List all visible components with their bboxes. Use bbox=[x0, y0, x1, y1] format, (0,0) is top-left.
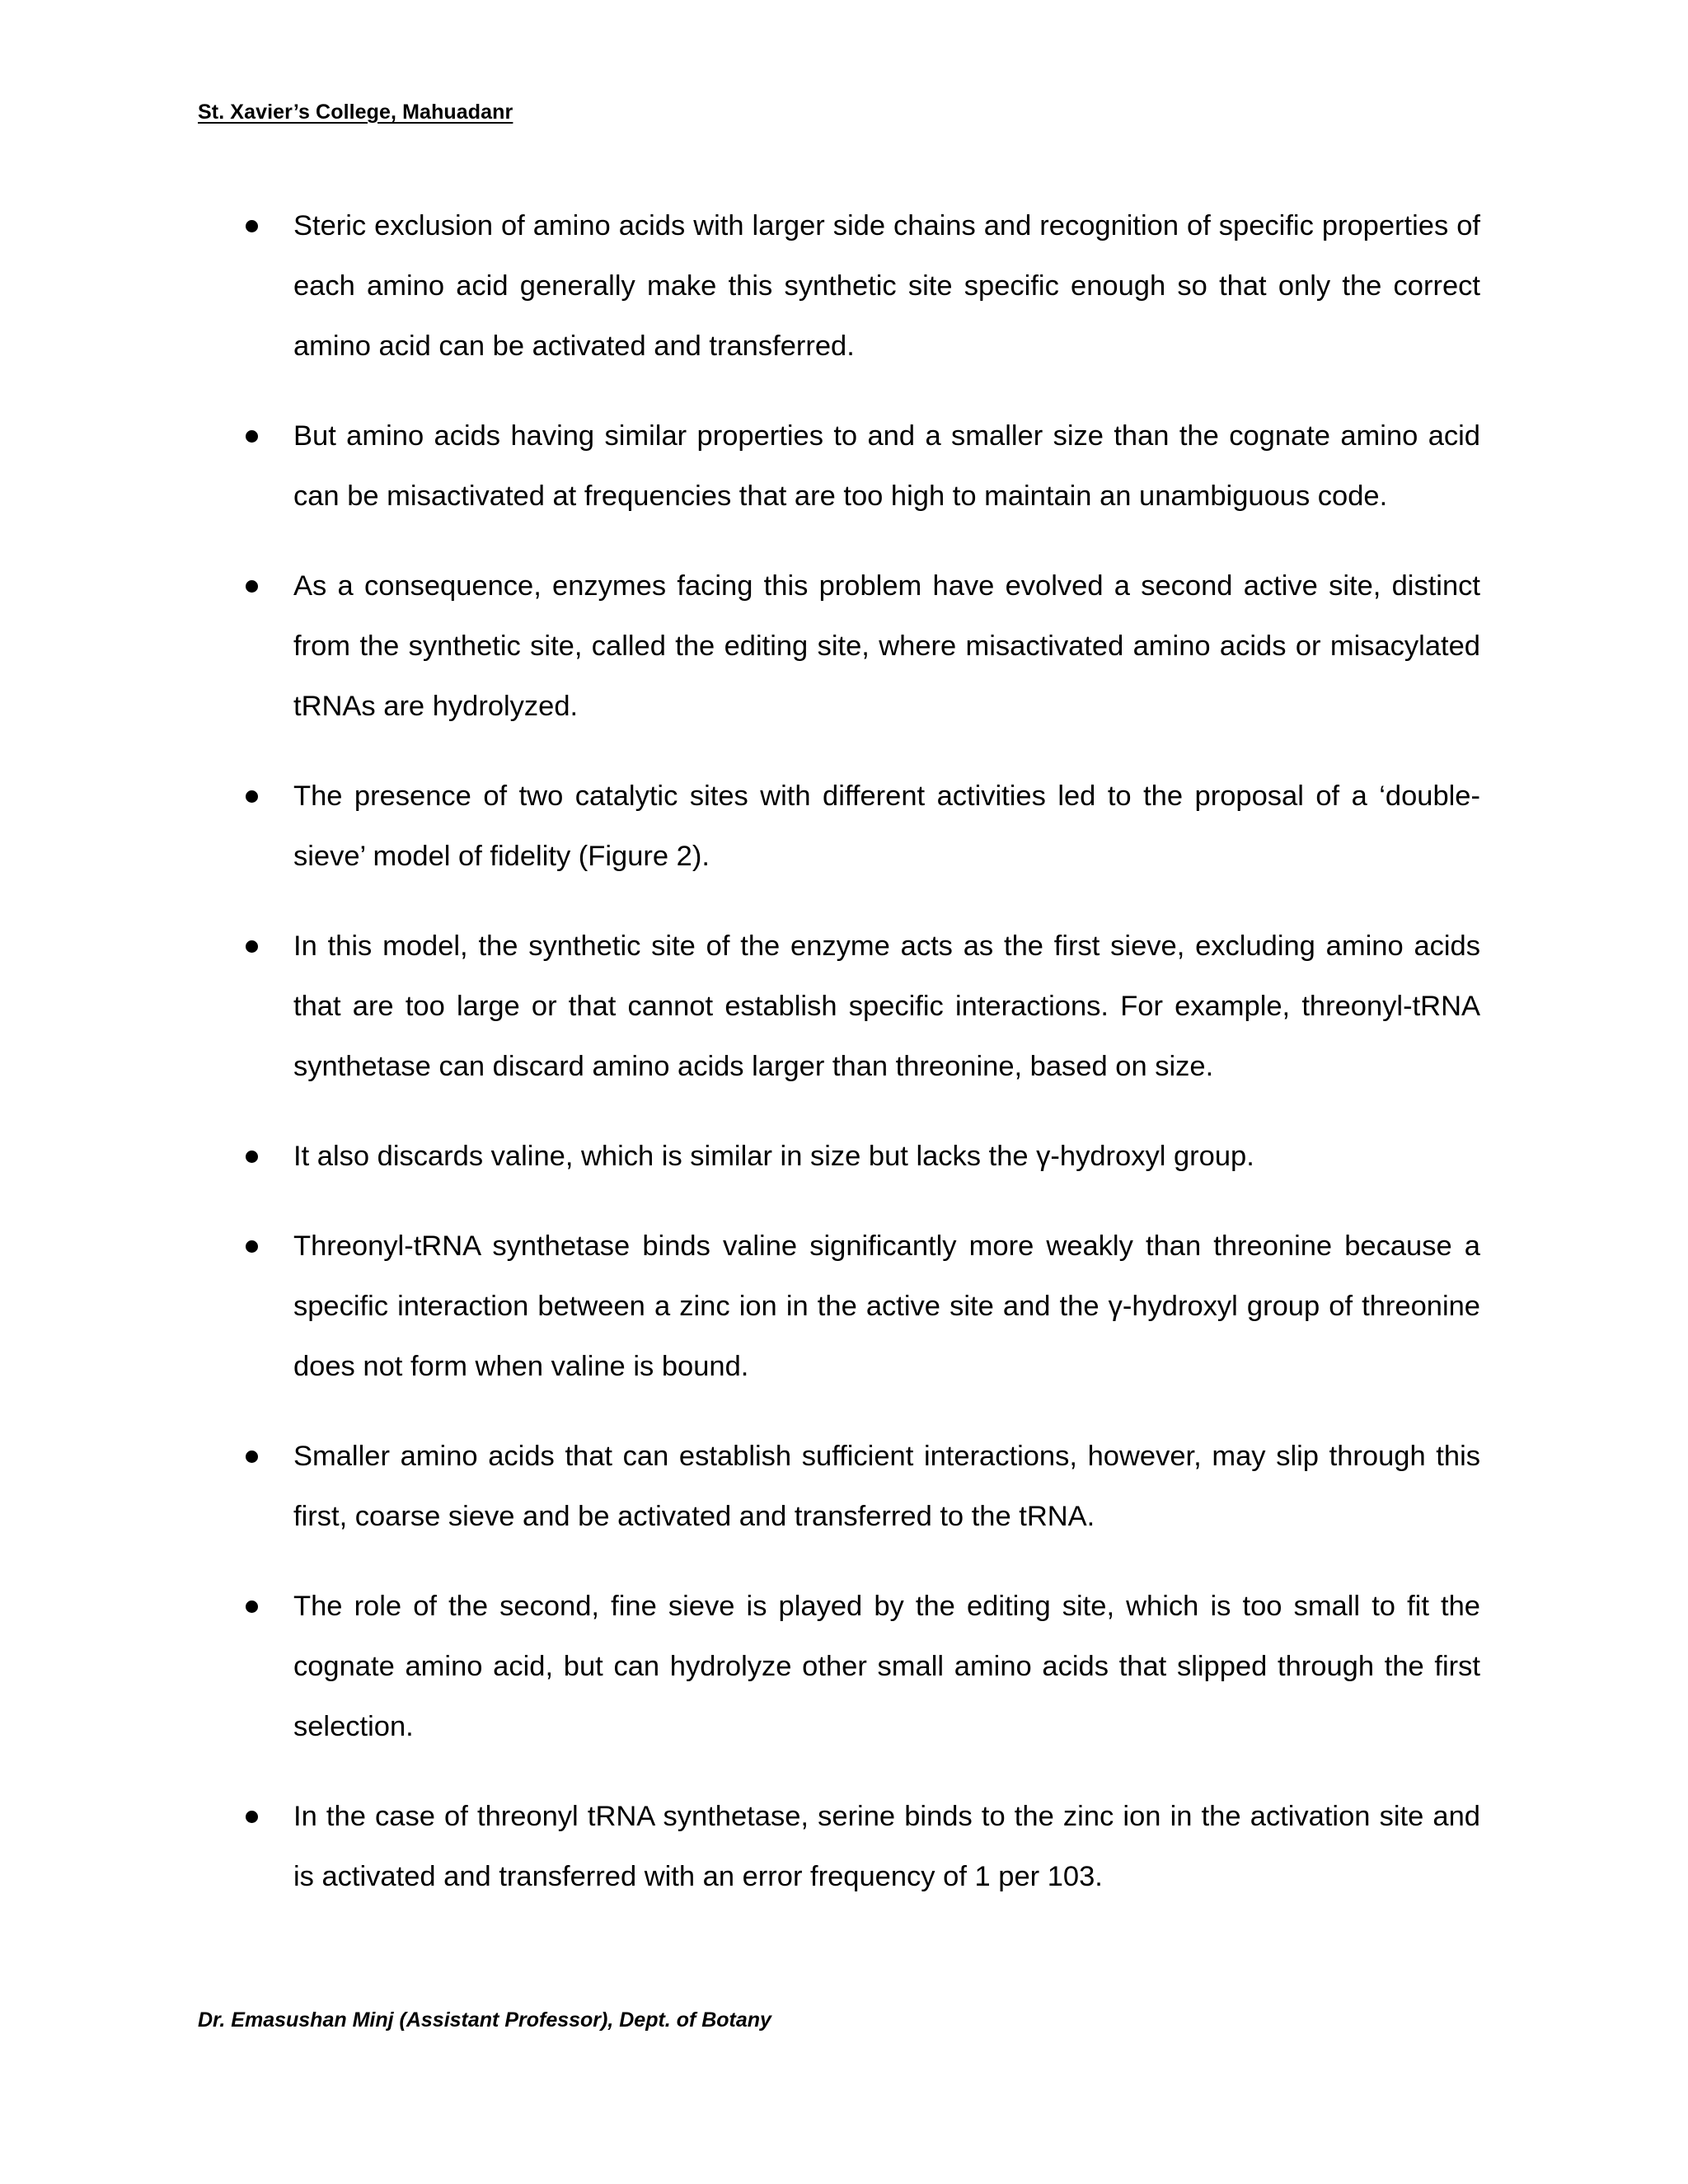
bullet-text: In this model, the synthetic site of the enzyme acts as the first sieve, excluding amino acids that are too large or that cannot establish specific interactions. For example, threonyl-tRNA synthetase can discard amino acids larger than threonine, based on size. bbox=[293, 930, 1480, 1082]
bullet-dot-icon bbox=[246, 580, 258, 593]
bullet-dot-icon bbox=[246, 1601, 258, 1613]
list-item bbox=[198, 1216, 1480, 1397]
list-item bbox=[198, 406, 1480, 527]
list-item bbox=[198, 196, 1480, 377]
bullet-text: It also discards valine, which is similar in size but lacks the γ-hydroxyl group. bbox=[293, 1141, 1254, 1172]
list-item bbox=[198, 1427, 1480, 1547]
bullet-text: Threonyl-tRNA synthetase binds valine significantly more weakly than threonine because a specific interaction between a zinc ion in the active site and the γ-hydroxyl group of threonine does not form when valine is bound. bbox=[293, 1230, 1480, 1382]
bullet-text: Steric exclusion of amino acids with larger side chains and recognition of specific properties of each amino acid generally make this synthetic site specific enough so that only the correct amino acid can be activated and transferred. bbox=[293, 210, 1480, 362]
bullet-dot-icon bbox=[246, 1240, 258, 1253]
bullet-text: Smaller amino acids that can establish sufficient interactions, however, may slip through this first, coarse sieve and be activated and transferred to the tRNA. bbox=[293, 1441, 1480, 1532]
bullet-text: In the case of threonyl tRNA synthetase, serine binds to the zinc ion in the activation site and is activated and transferred with an error frequency of 1 per 103. bbox=[293, 1801, 1480, 1892]
document-body bbox=[198, 196, 1480, 1937]
bullet-dot-icon bbox=[246, 1151, 258, 1163]
list-item bbox=[198, 1127, 1480, 1187]
page-footer: Dr. Emasushan Minj (Assistant Professor), Dept. of Botany bbox=[198, 2008, 771, 2032]
list-item bbox=[198, 916, 1480, 1097]
bullet-text: The role of the second, fine sieve is played by the editing site, which is too small to fit the cognate amino acid, but can hydrolyze other small amino acids that slipped through the first selection. bbox=[293, 1591, 1480, 1742]
bullet-list bbox=[198, 196, 1480, 1907]
list-item bbox=[198, 1577, 1480, 1757]
list-item bbox=[198, 556, 1480, 737]
bullet-dot-icon bbox=[246, 1811, 258, 1823]
bullet-text: But amino acids having similar properties to and a smaller size than the cognate amino acid can be misactivated at frequencies that are too high to maintain an unambiguous code. bbox=[293, 420, 1480, 512]
list-item bbox=[198, 766, 1480, 887]
bullet-dot-icon bbox=[246, 790, 258, 803]
bullet-dot-icon bbox=[246, 940, 258, 953]
bullet-dot-icon bbox=[246, 430, 258, 443]
bullet-text: The presence of two catalytic sites with different activities led to the proposal of a ‘double-sieve’ model of fidelity (Figure 2). bbox=[293, 780, 1480, 872]
bullet-text: As a consequence, enzymes facing this problem have evolved a second active site, distinct from the synthetic site, called the editing site, where misactivated amino acids or misacylated tRNAs are hydrolyzed. bbox=[293, 570, 1480, 722]
bullet-dot-icon bbox=[246, 1451, 258, 1463]
bullet-dot-icon bbox=[246, 220, 258, 232]
list-item bbox=[198, 1787, 1480, 1907]
page-header: St. Xavier’s College, Mahuadanr bbox=[198, 101, 513, 124]
